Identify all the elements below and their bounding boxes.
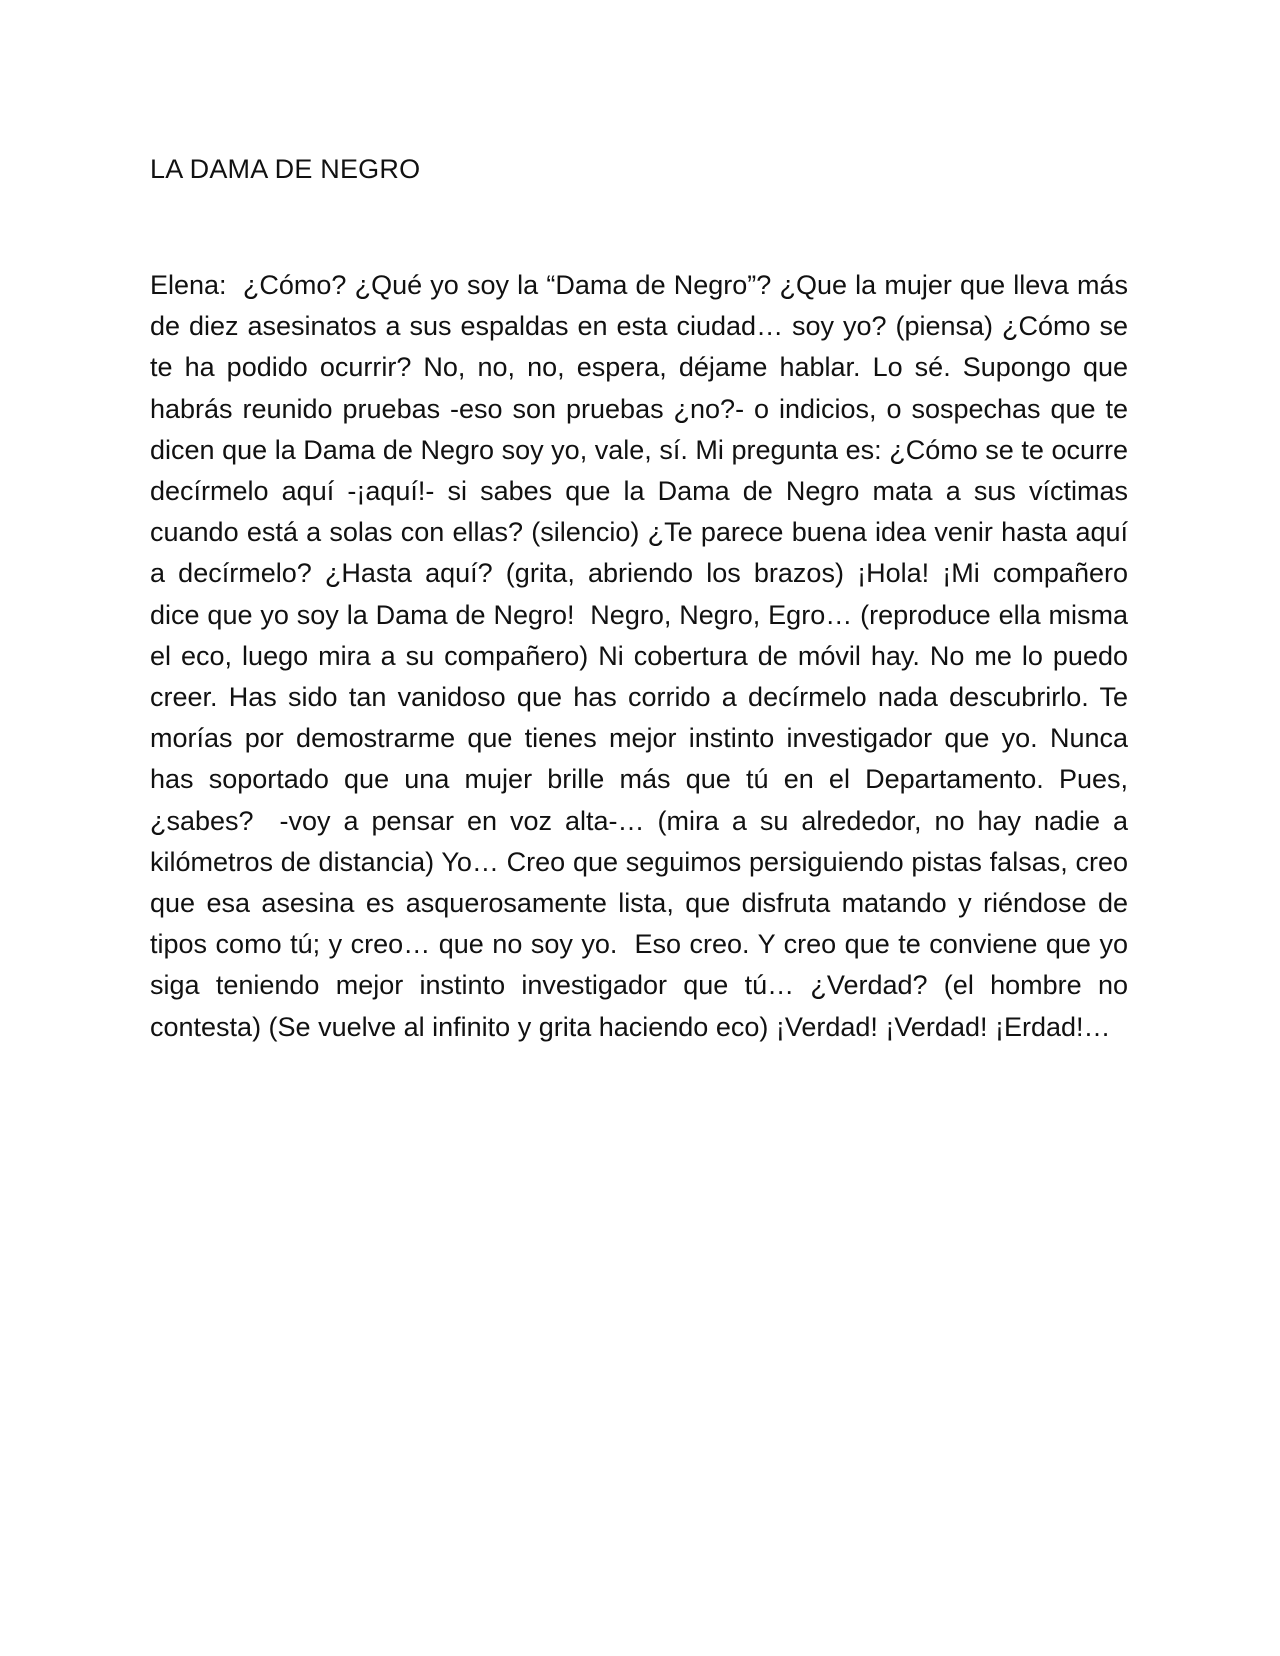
document-body-text: Elena: ¿Cómo? ¿Qué yo soy la “Dama de Negro”? ¿Que la mujer que lleva más de diez asesinatos a sus espaldas en esta ciudad… soy yo? (piensa) ¿Cómo se te ha podido ocurrir? No, no, no, espera, déjame hablar. Lo sé. Supongo que habrás reunido pruebas -eso son pruebas ¿no?- o indicios, o sospechas que te dicen que la Dama de Negro soy yo, vale, sí. Mi pregunta es: ¿Cómo se te ocurre decírmelo aquí -¡aquí!- si sabes que la Dama de Negro mata a sus víctimas cuando está a solas con ellas? (silencio) ¿Te parece buena idea venir hasta aquí a decírmelo? ¿Hasta aquí? (grita, abriendo los brazos) ¡Hola! ¡Mi compañero dice que yo soy la Dama de Negro! Negro, Negro, Egro… (reproduce ella misma el eco, luego mira a su compañero) Ni cobertura de móvil hay. No me lo puedo creer. Has sido tan vanidoso que has corrido a decírmelo nada descubrirlo. Te morías por demostrarme que tienes mejor instinto investigador que yo. Nunca has soportado que una mujer brille más que tú en el Departamento. Pues, ¿sabes? -voy a pensar en voz alta-… (mira a su alrededor, no hay nadie a kilómetros de distancia) Yo… Creo que seguimos persiguiendo pistas falsas, creo que esa asesina es asquerosamente lista, que disfruta matando y riéndose de tipos como tú; y creo… que no soy yo. Eso creo. Y creo que te conviene que yo siga teniendo mejor instinto investigador que tú… ¿Verdad? (el hombre no contesta) (Se vuelve al infinito y grita haciendo eco) ¡Verdad! ¡Verdad! ¡Erdad!…: [150, 270, 1136, 1042]
document-title: LA DAMA DE NEGRO: [150, 154, 421, 184]
